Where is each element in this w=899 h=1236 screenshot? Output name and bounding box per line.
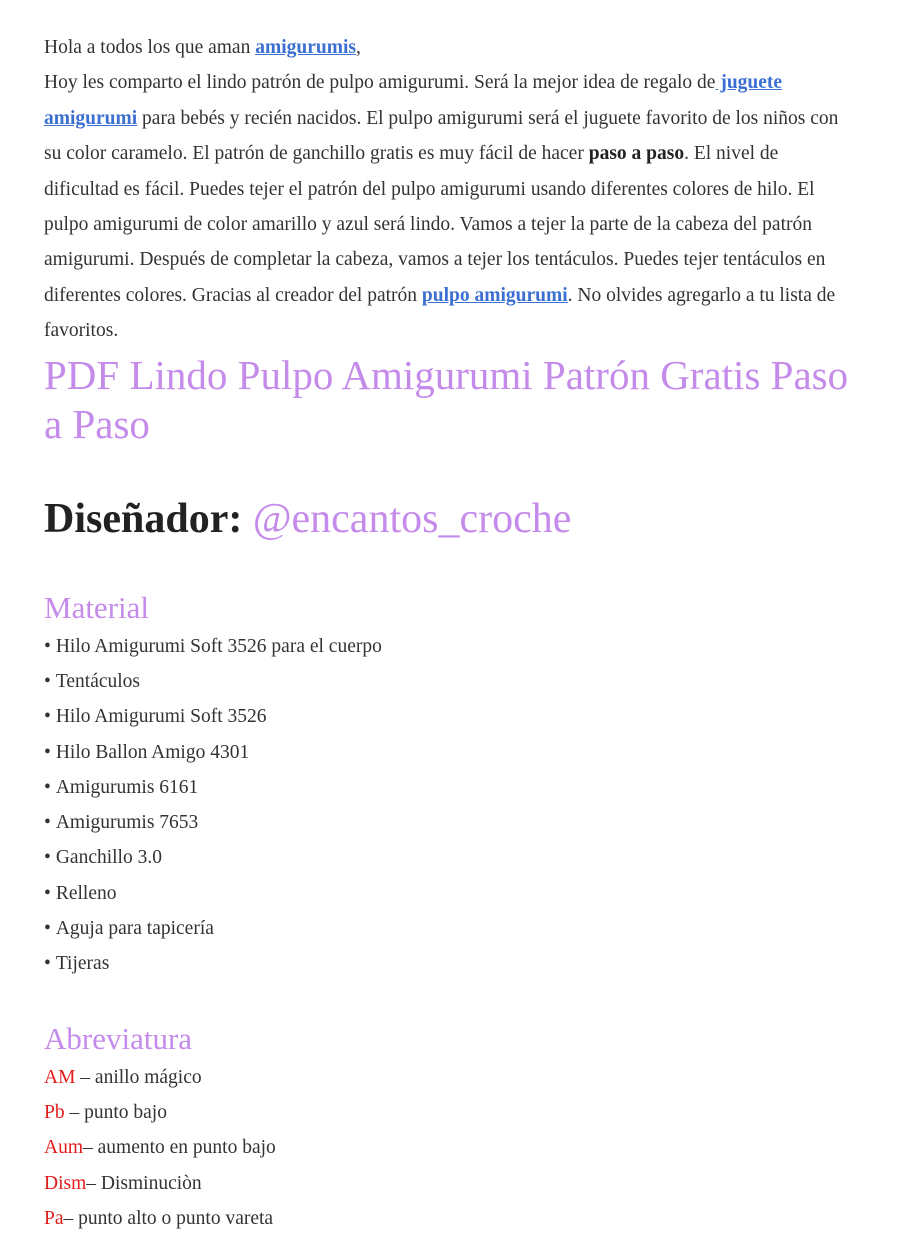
abbreviation-item — [44, 1130, 855, 1165]
bullet-icon: • — [44, 741, 51, 763]
material-item-label: Hilo Ballon Amigo 4301 — [55, 741, 250, 763]
greeting-suffix: , — [355, 37, 361, 58]
abbreviation-meaning: punto alto o punto vareta — [78, 1207, 274, 1229]
material-item — [44, 735, 855, 770]
material-item-label: Amigurumis 6161 — [55, 776, 199, 798]
bullet-icon: • — [44, 812, 51, 834]
bullet-icon: • — [44, 635, 51, 657]
abbreviation-item — [44, 1060, 855, 1095]
material-item — [44, 840, 855, 875]
abbreviation-meaning: aumento en punto bajo — [97, 1137, 276, 1159]
bullet-icon: • — [44, 882, 51, 904]
abbreviation-item — [44, 1095, 855, 1130]
material-item — [44, 946, 855, 981]
intro-text-2: para bebés y recién nacidos. El pulpo amigurumi será el juguete favorito de los niños con su color caramelo. El patrón de ganchillo gratis es muy fácil de hacer — [44, 107, 839, 165]
abbreviation-item — [44, 1201, 855, 1236]
material-item-label: Ganchillo 3.0 — [55, 847, 162, 869]
intro-text-3: . El nivel de dificultad es fácil. Puedes tejer el patrón del pulpo amigurumi usando diferentes colores de hilo. El pulpo amigurumi de color amarillo y azul será lindo. Vamos a tejer la parte de la cabeza del patrón amigurumi. Después de completar la cabeza, vamos a tejer los tentáculos. Puedes tejer tentáculos en diferentes colores. Gracias al creador del patrón — [44, 143, 826, 306]
bullet-icon: • — [44, 776, 51, 798]
material-item — [44, 699, 855, 734]
abbreviation-meaning: anillo mágico — [94, 1066, 202, 1088]
designer-label: Diseñador: — [44, 495, 253, 542]
material-item-label: Hilo Amigurumi Soft 3526 — [55, 706, 267, 728]
abbreviation-code: Aum — [44, 1137, 83, 1159]
designer-handle: @encantos_croche — [252, 495, 572, 542]
abbreviation-code: Pb — [44, 1101, 65, 1123]
material-item-label: Amigurumis 7653 — [55, 812, 199, 834]
abbreviation-separator: – — [86, 1172, 101, 1194]
greeting-text: Hola a todos los que aman — [44, 37, 256, 58]
material-item — [44, 876, 855, 911]
bullet-icon: • — [44, 918, 51, 940]
bullet-icon: • — [44, 670, 51, 692]
abbreviation-separator: – — [75, 1066, 95, 1088]
material-item — [44, 770, 855, 805]
abbreviation-item — [44, 1166, 855, 1201]
material-heading: Material — [44, 589, 150, 625]
intro-paragraph — [44, 30, 855, 349]
abbreviation-separator: – — [64, 1101, 85, 1123]
material-item — [44, 911, 855, 946]
abbreviation-separator: – — [83, 1137, 98, 1159]
abbreviation-code: Dism — [44, 1172, 87, 1194]
bullet-icon: • — [44, 847, 51, 869]
page-title: PDF Lindo Pulpo Amigurumi Patrón Gratis Paso a Paso — [44, 351, 849, 447]
material-item — [44, 629, 855, 664]
abbreviation-meaning: Disminuciòn — [100, 1172, 202, 1194]
abbreviation-code: AM — [44, 1066, 76, 1088]
material-item-label: Tentáculos — [55, 670, 141, 692]
material-item-label: Aguja para tapicería — [55, 918, 214, 940]
pulpo-amigurumi-link[interactable]: pulpo amigurumi — [421, 284, 568, 306]
abbreviation-meaning: punto bajo — [84, 1101, 167, 1123]
designer-heading — [44, 493, 855, 545]
amigurumis-link[interactable]: amigurumis — [255, 37, 356, 58]
abbreviation-list — [44, 1060, 855, 1236]
intro-text-1: Hoy les comparto el lindo patrón de pulpo amigurumi. Será la mejor idea de regalo de — [44, 72, 716, 94]
material-item-label: Relleno — [55, 882, 117, 904]
juguete-amigurumi-link[interactable]: juguete amigurumi — [44, 72, 783, 129]
bullet-icon: • — [44, 706, 51, 728]
material-item-label: Tijeras — [55, 953, 110, 975]
paso-a-paso-bold: paso a paso — [588, 143, 685, 165]
material-item — [44, 805, 855, 840]
intro-text-4: . No olvides agregarlo a tu lista de favoritos. — [44, 284, 836, 342]
material-item-label: Hilo Amigurumi Soft 3526 para el cuerpo — [55, 635, 382, 657]
material-list — [44, 629, 855, 982]
material-item — [44, 664, 855, 699]
abbreviation-code: Pa — [44, 1207, 64, 1229]
abbreviation-heading: Abreviatura — [44, 1020, 193, 1056]
bullet-icon: • — [44, 953, 51, 975]
abbreviation-separator: – — [63, 1207, 79, 1229]
